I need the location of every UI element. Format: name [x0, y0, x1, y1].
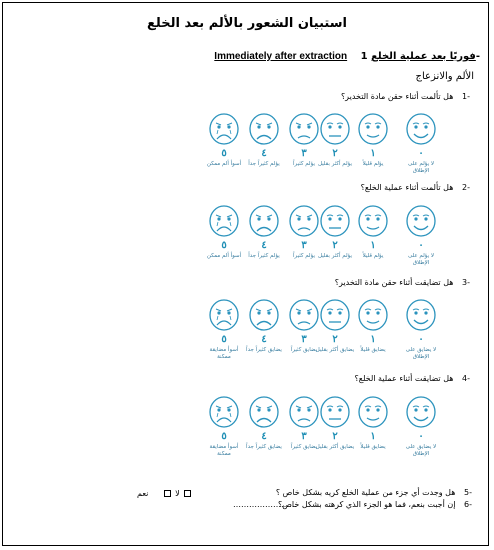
- scale-label: يضايق قليلاً: [360, 347, 386, 353]
- face-icon: [207, 298, 241, 332]
- scale-label: يضايق كثيراً جداً: [246, 347, 282, 353]
- face-hurts-lot[interactable]: [247, 395, 281, 451]
- section-heading: [214, 51, 480, 62]
- scale-number: ٥: [221, 431, 227, 442]
- scale-number: ٣: [301, 431, 307, 442]
- page-title: استبيان الشعور بالألم بعد الخلع: [147, 16, 347, 31]
- distress-scale-4: [0, 395, 494, 475]
- answer-line[interactable]: ……………………: [233, 500, 297, 509]
- yes-checkbox[interactable]: [184, 490, 191, 497]
- face-icon: [247, 395, 281, 429]
- scale-label: لا يضايق على الإطلاق: [405, 347, 437, 360]
- question-4: [355, 374, 471, 383]
- scale-number: ٣: [301, 148, 307, 159]
- scale-number: ٢: [332, 240, 338, 251]
- face-icon: [247, 298, 281, 332]
- face-icon: [318, 395, 352, 429]
- face-hurts-little-more[interactable]: [318, 204, 352, 260]
- face-hurts-lot[interactable]: [247, 204, 281, 260]
- face-hurts-little-more[interactable]: [318, 112, 352, 168]
- face-icon: [356, 204, 390, 238]
- face-icon: [207, 112, 241, 146]
- scale-label: يضايق كثيراً جداً: [246, 444, 282, 450]
- question-text: هل تألمت أثناء حقن مادة التخدير؟: [340, 92, 454, 101]
- scale-label: يضايق قليلاً: [360, 444, 386, 450]
- scale-label: يضايق كثيراً: [290, 347, 318, 353]
- scale-label: يؤلم أكثر بقليل: [317, 161, 352, 167]
- scale-label: يضايق أكثر بقليل: [315, 347, 355, 353]
- section-english: Immediately after extraction: [214, 51, 348, 62]
- scale-label: يؤلم كثيراً: [293, 161, 315, 167]
- question-text: هل تضايقت أثناء عملية الخلع؟: [354, 374, 454, 383]
- scale-label: أسوأ ألم ممكن: [206, 253, 242, 259]
- face-icon: [207, 204, 241, 238]
- face-hurts-little[interactable]: [356, 204, 390, 260]
- scale-label: يؤلم كثيراً جداً: [248, 253, 280, 259]
- face-icon: [356, 395, 390, 429]
- section-subtitle: الألم والانزعاج: [415, 71, 474, 82]
- no-label: لا: [175, 489, 180, 498]
- scale-number: ٥: [221, 240, 227, 251]
- face-hurts-worst[interactable]: [207, 204, 241, 260]
- question-text: هل تضايقت أثناء حقن مادة التخدير؟: [334, 278, 454, 287]
- face-icon: [287, 204, 321, 238]
- scale-number: ٥: [221, 334, 227, 345]
- face-icon: [247, 112, 281, 146]
- face-no-hurt[interactable]: [404, 204, 438, 267]
- question-number: 3-: [462, 278, 470, 287]
- face-icon: [287, 395, 321, 429]
- face-icon: [287, 112, 321, 146]
- scale-number: ٣: [301, 240, 307, 251]
- face-no-hurt[interactable]: [404, 395, 438, 458]
- scale-number: ٤: [261, 240, 267, 251]
- face-hurts-worst[interactable]: [207, 298, 241, 361]
- question-1: [341, 92, 470, 101]
- face-icon: [287, 298, 321, 332]
- face-icon: [247, 204, 281, 238]
- section-number: 1-: [360, 51, 480, 62]
- scale-number: ٠: [418, 334, 424, 345]
- yes-label: نعم: [137, 489, 149, 498]
- face-icon: [207, 395, 241, 429]
- question-number: 1-: [462, 92, 470, 101]
- face-hurts-more[interactable]: [287, 112, 321, 168]
- scale-label: يؤلم أكثر بقليل: [317, 253, 352, 259]
- scale-label: لا يؤلم على الإطلاق: [407, 253, 435, 266]
- question-number: 5-: [464, 488, 472, 497]
- face-hurts-little-more[interactable]: [315, 298, 355, 354]
- question-6: [278, 500, 472, 509]
- scale-label: يضايق كثيراً: [290, 444, 318, 450]
- scale-number: ٢: [332, 431, 338, 442]
- scale-number: ١: [370, 431, 376, 442]
- scale-number: ٤: [261, 334, 267, 345]
- yes-no-options: [137, 489, 193, 498]
- question-number: 2-: [462, 183, 470, 192]
- face-hurts-little-more[interactable]: [315, 395, 355, 451]
- scale-label: يؤلم قليلاً: [362, 253, 384, 259]
- face-hurts-more[interactable]: [287, 395, 321, 451]
- question-2: [361, 183, 470, 192]
- scale-label: يؤلم قليلاً: [362, 161, 384, 167]
- pain-scale-2: [0, 204, 494, 284]
- scale-label: يؤلم كثيراً: [293, 253, 315, 259]
- face-icon: [404, 298, 438, 332]
- scale-label: أسوأ مضايقة ممكنة: [209, 347, 239, 360]
- scale-label: يؤلم كثيراً جداً: [248, 161, 280, 167]
- scale-number: ٢: [332, 148, 338, 159]
- face-no-hurt[interactable]: [404, 298, 438, 361]
- distress-scale-3: [0, 298, 494, 378]
- scale-label: أسوأ ألم ممكن: [206, 161, 242, 167]
- scale-number: ٤: [261, 431, 267, 442]
- face-icon: [404, 395, 438, 429]
- question-text: إن أجبت بنعم، فما هو الجزء الذي كرهته بشكل خاص؟: [277, 500, 456, 509]
- face-hurts-lot[interactable]: [247, 112, 281, 168]
- face-hurts-little[interactable]: [356, 298, 390, 354]
- face-icon: [318, 298, 352, 332]
- scale-label: لا يؤلم على الإطلاق: [407, 161, 435, 174]
- face-hurts-lot[interactable]: [247, 298, 281, 354]
- face-hurts-more[interactable]: [287, 204, 321, 260]
- face-icon: [318, 204, 352, 238]
- question-text: هل تألمت أثناء عملية الخلع؟: [360, 183, 454, 192]
- scale-number: ٤: [261, 148, 267, 159]
- scale-label: أسوأ مضايقة ممكنة: [209, 444, 239, 457]
- face-icon: [404, 112, 438, 146]
- scale-label: لا يضايق على الإطلاق: [405, 444, 437, 457]
- no-checkbox[interactable]: [164, 490, 171, 497]
- question-5: [276, 488, 472, 497]
- scale-number: ١: [370, 240, 376, 251]
- scale-label: يضايق أكثر بقليل: [315, 444, 355, 450]
- section-arabic: فوريًا بعد عملية الخلع: [371, 51, 476, 62]
- scale-number: ١: [370, 148, 376, 159]
- face-icon: [318, 112, 352, 146]
- face-hurts-worst[interactable]: [207, 112, 241, 168]
- question-text: هل وجدت أي جزء من عملية الخلع كريه بشكل خاص ؟: [275, 488, 456, 497]
- face-hurts-little[interactable]: [356, 112, 390, 168]
- scale-number: ٠: [418, 240, 424, 251]
- scale-number: ٢: [332, 334, 338, 345]
- face-icon: [356, 298, 390, 332]
- scale-number: ٠: [418, 431, 424, 442]
- face-hurts-more[interactable]: [287, 298, 321, 354]
- question-3: [335, 278, 470, 287]
- face-hurts-worst[interactable]: [207, 395, 241, 458]
- question-number: 4-: [462, 374, 470, 383]
- pain-scale-1: [0, 112, 494, 192]
- face-icon: [356, 112, 390, 146]
- scale-number: ٠: [418, 148, 424, 159]
- face-hurts-little[interactable]: [356, 395, 390, 451]
- question-number: 6-: [464, 500, 472, 509]
- scale-number: ١: [370, 334, 376, 345]
- face-icon: [404, 204, 438, 238]
- face-no-hurt[interactable]: [404, 112, 438, 175]
- scale-number: ٥: [221, 148, 227, 159]
- scale-number: ٣: [301, 334, 307, 345]
